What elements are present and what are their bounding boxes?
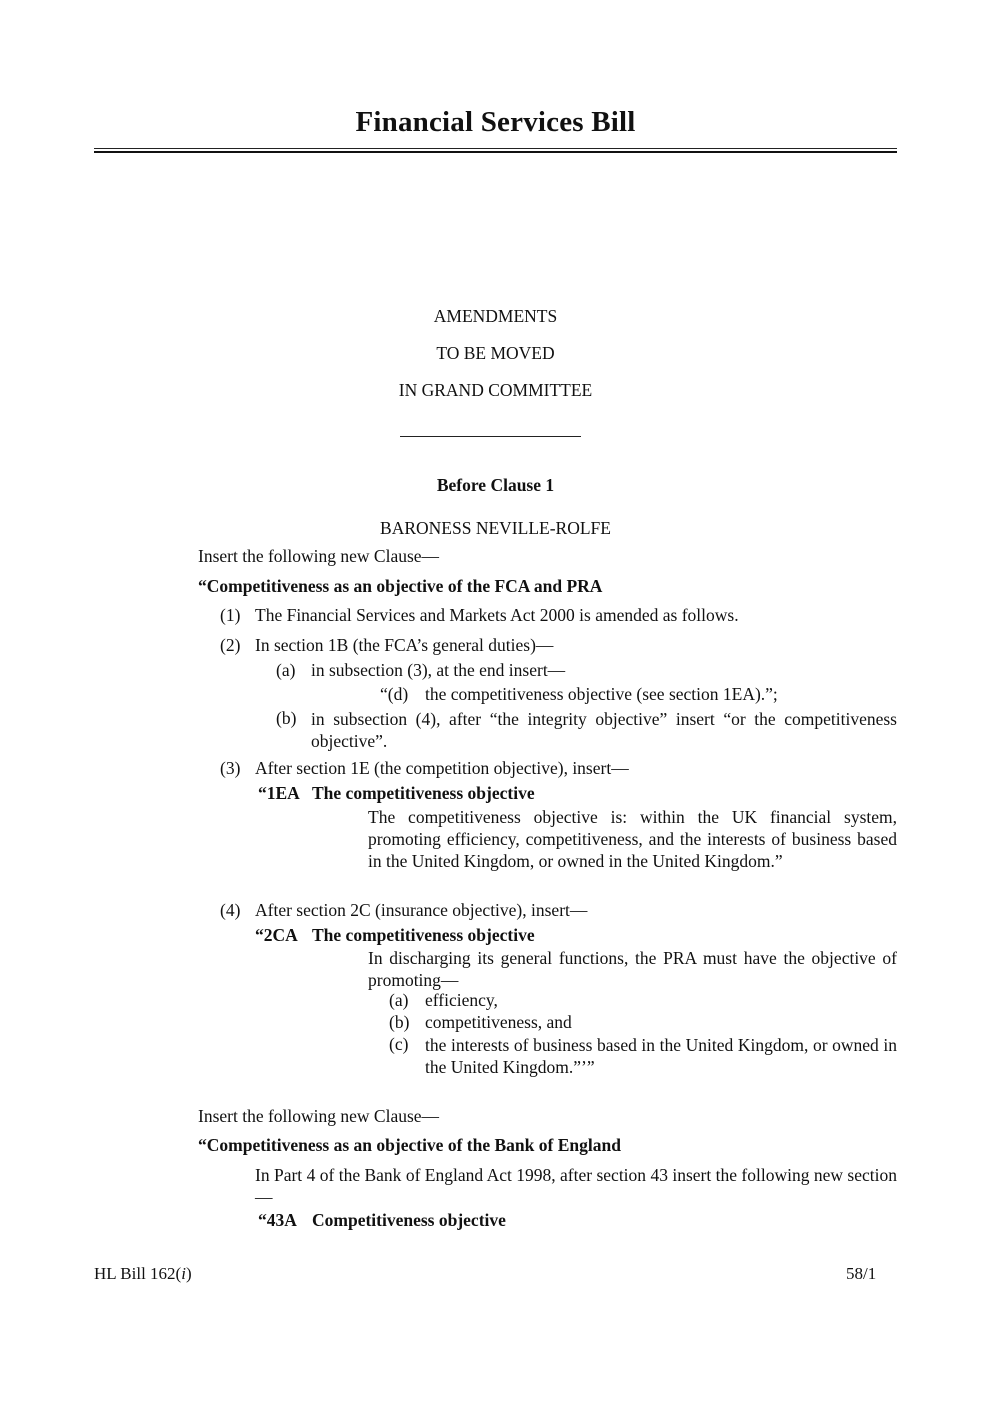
bill-reference [94,1264,192,1284]
section-43a-title: Competitiveness objective [312,1210,506,1230]
section-2ca-body: In discharging its general functions, the PRA must have the objective of promoting— [368,948,897,990]
item-c-text: the interests of business based in the United Kingdom, or owned in the United Kingdom.”’” [425,1035,897,1077]
section-43a-number: “43A [258,1210,297,1230]
section-1ea-body: The competitiveness objective is: within the UK financial system, promoting efficiency, competitiveness, and the interests of business based in the United Kingdom, or owned in the United Kingdom.” [368,807,897,871]
subsection-2-text: In section 1B (the FCA’s general duties)— [255,635,554,655]
subsection-1-number: (1) [220,605,241,625]
insert-d-text: the competitiveness objective (see section 1EA).”; [425,684,778,704]
amendment-2-clause-title: “Competitiveness as an objective of the Bank of England [198,1135,621,1155]
bill-reference-prefix: HL Bill 162( [94,1264,182,1283]
subsection-3-number: (3) [220,758,241,778]
subsection-4-number: (4) [220,900,241,920]
bill-reference-suffix: ) [185,1264,192,1283]
item-a-number: (a) [389,990,409,1010]
item-c-number: (c) [389,1034,409,1054]
divider-rule [400,436,581,437]
paragraph-2a-text: in subsection (3), at the end insert— [311,660,566,680]
paragraph-2a-number: (a) [276,660,296,680]
subsection-3-text: After section 1E (the competition objective), insert— [255,758,629,778]
section-heading: Before Clause 1 [436,475,555,495]
item-b-text: competitiveness, and [425,1012,572,1032]
amendment-1-clause-title: “Competitiveness as an objective of the FCA and PRA [198,576,603,596]
amendment-2-intro: Insert the following new Clause— [198,1106,440,1126]
insert-d-number: “(d) [380,684,409,704]
heading-line-2: TO BE MOVED [436,343,555,363]
section-2ca-number: “2CA [255,925,298,945]
paragraph-2b-number: (b) [276,708,297,728]
item-b-number: (b) [389,1012,410,1032]
title-rule-thick [94,151,897,153]
subsection-4-text: After section 2C (insurance objective), insert— [255,900,588,920]
amendment-1-intro: Insert the following new Clause— [198,546,440,566]
paragraph-2b-text: in subsection (4), after “the integrity objective” insert “or the competitiveness objective”. [311,709,897,751]
section-1ea-number: “1EA [258,783,300,803]
title-rule-thin [94,148,897,149]
subsection-2-number: (2) [220,635,241,655]
document-title: Financial Services Bill [355,106,636,138]
item-a-text: efficiency, [425,990,498,1010]
heading-line-3: IN GRAND COMMITTEE [398,380,593,400]
section-2ca-title: The competitiveness objective [312,925,535,945]
section-1ea-title: The competitiveness objective [312,783,535,803]
amendment-2-body: In Part 4 of the Bank of England Act 1998, after section 43 insert the following new section— [255,1165,897,1207]
page-reference: 58/1 [846,1264,877,1283]
member-name: BARONESS NEVILLE-ROLFE [380,518,611,538]
bill-reference-italic: i [181,1264,186,1283]
subsection-1-text: The Financial Services and Markets Act 2000 is amended as follows. [255,605,739,625]
heading-line-1: AMENDMENTS [433,306,558,326]
